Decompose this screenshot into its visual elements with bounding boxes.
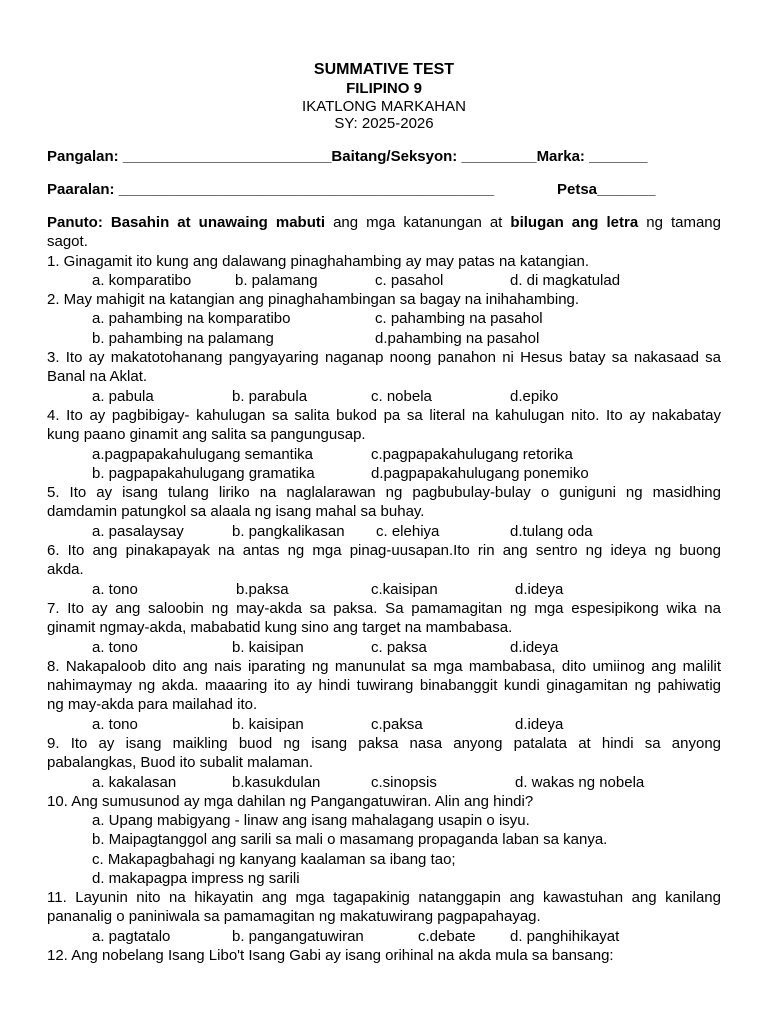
question-10: 10. Ang sumusunod ay mga dahilan ng Pangangatuwiran. Alin ang hindi? bbox=[47, 793, 534, 810]
question-11: 11. Layunin nito na hikayatin ang mga tagapakinig natanggapin ang kawastuhan ang kanilang bbox=[47, 889, 721, 906]
name-label: Pangalan: bbox=[47, 148, 119, 165]
question-4-line-2: kung paano ginamit ang salita sa pangungusap. bbox=[47, 426, 366, 443]
question-8: 8. Nakapaloob dito ang nais iparating ng manunulat sa mga mambabasa, dito umiinog ang malilit bbox=[47, 658, 721, 675]
option-b[interactable]: b. kaisipan bbox=[232, 716, 304, 733]
question-6: 6. Ito ang pinakapayak na antas ng mga pinag-uusapan.Ito rin ang sentro ng ideya ng buong bbox=[47, 542, 721, 559]
option-a[interactable]: a. tono bbox=[92, 639, 138, 656]
option-d[interactable]: d. panghihikayat bbox=[510, 928, 620, 945]
question-6-line-2: akda. bbox=[47, 561, 84, 578]
score-field[interactable]: _______ bbox=[589, 148, 648, 165]
question-3-line-2: Banal na Aklat. bbox=[47, 368, 148, 385]
option-a[interactable]: a. kakalasan bbox=[92, 774, 177, 791]
option-b[interactable]: b. kaisipan bbox=[232, 639, 304, 656]
option-d[interactable]: d.ideya bbox=[510, 639, 559, 656]
instructions-emphasis-2: bilugan ang letra bbox=[510, 214, 639, 231]
question-12: 12. Ang nobelang Isang Libo't Isang Gabi ay isang orihinal na akda mula sa bansang: bbox=[47, 947, 614, 964]
option-d[interactable]: d. makapagpa impress ng sarili bbox=[92, 870, 300, 887]
option-d[interactable]: d.pagpapakahulugang ponemiko bbox=[371, 465, 589, 482]
option-b[interactable]: b. pagpapakahulugang gramatika bbox=[92, 465, 315, 482]
option-c[interactable]: c. pahambing na pasahol bbox=[375, 310, 543, 327]
question-5-line-2: damdamin patungkol sa alaala ng isang mahal sa buhay. bbox=[47, 503, 425, 520]
option-d[interactable]: d. di magkatulad bbox=[510, 272, 621, 289]
option-b[interactable]: b. Maipagtanggol ang sarili sa mali o masamang propaganda laban sa kanya. bbox=[92, 831, 608, 848]
option-c[interactable]: c.kaisipan bbox=[371, 581, 438, 598]
option-a[interactable]: a. komparatibo bbox=[92, 272, 192, 289]
page-title: SUMMATIVE TEST bbox=[313, 61, 455, 78]
option-b[interactable]: b. pahambing na palamang bbox=[92, 330, 274, 347]
option-a[interactable]: a. Upang mabigyang - linaw ang isang mahalagang usapin o isyu. bbox=[92, 812, 530, 829]
question-7: 7. Ito ay ang saloobin ng may-akda sa paksa. Sa pamamagitan ng mga espesipikong wika na bbox=[47, 600, 721, 617]
option-b[interactable]: b. pangangatuwiran bbox=[232, 928, 364, 945]
option-d[interactable]: d. wakas ng nobela bbox=[515, 774, 645, 791]
section-field[interactable]: _________ bbox=[461, 148, 537, 165]
school-field[interactable]: _____________________________________________ bbox=[118, 181, 495, 198]
option-d[interactable]: d.ideya bbox=[515, 581, 564, 598]
instructions-text-1: ang mga katanungan at bbox=[333, 214, 503, 231]
subject-heading: FILIPINO 9 bbox=[346, 80, 422, 97]
date-field[interactable]: _______ bbox=[597, 181, 656, 198]
name-field[interactable]: _________________________ bbox=[122, 148, 332, 165]
date-label: Petsa bbox=[557, 181, 598, 198]
question-8-line-3: ng may-akda para mailahad ito. bbox=[47, 696, 258, 713]
instructions-emphasis-1: Basahin at unawaing mabuti bbox=[110, 214, 326, 231]
option-c[interactable]: c. paksa bbox=[371, 639, 427, 656]
option-b[interactable]: b.paksa bbox=[236, 581, 289, 598]
question-8-line-2: nahimaymay ng akda. maaaring ito ay hindi tuwirang binabanggit kundi ginagamitan ng pahiwatig bbox=[47, 677, 721, 694]
question-9: 9. Ito ay isang maikling buod ng isang paksa nasa anyong patalata at hindi sa anyong bbox=[47, 735, 721, 752]
question-9-line-2: pabalangkas, Buod ito subalit malaman. bbox=[47, 754, 314, 771]
option-d[interactable]: d.pahambing na pasahol bbox=[375, 330, 540, 347]
option-c[interactable]: c. Makapagbahagi ng kanyang kaalaman sa ibang tao; bbox=[92, 851, 456, 868]
question-7-line-2: ginamit ngmay-akda, mababatid kung sino ang target na mambabasa. bbox=[47, 619, 513, 636]
option-a[interactable]: a. pahambing na komparatibo bbox=[92, 310, 291, 327]
option-a[interactable]: a. pasalaysay bbox=[92, 523, 184, 540]
school-row bbox=[47, 180, 494, 199]
option-c[interactable]: c.sinopsis bbox=[371, 774, 437, 791]
option-b[interactable]: b. parabula bbox=[232, 388, 308, 405]
option-c[interactable]: c.pagpapakahulugang retorika bbox=[371, 446, 573, 463]
option-a[interactable]: a.pagpapakahulugang semantika bbox=[92, 446, 314, 463]
option-a[interactable]: a. tono bbox=[92, 716, 138, 733]
quarter-heading: IKATLONG MARKAHAN bbox=[302, 98, 466, 115]
option-a[interactable]: a. pabula bbox=[92, 388, 154, 405]
question-1: 1. Ginagamit ito kung ang dalawang pinaghahambing ay may patas na katangian. bbox=[47, 253, 590, 270]
option-d[interactable]: d.epiko bbox=[510, 388, 559, 405]
question-2: 2. May mahigit na katangian ang pinaghahambingan sa bagay na inihahambing. bbox=[47, 291, 580, 308]
option-c[interactable]: c. elehiya bbox=[376, 523, 440, 540]
question-4: 4. Ito ay pagbibigay- kahulugan sa salita bukod pa sa literal na kahulugan nito. Ito ay nakabatay bbox=[47, 407, 721, 424]
option-c[interactable]: c.paksa bbox=[371, 716, 423, 733]
option-a[interactable]: a. tono bbox=[92, 581, 138, 598]
option-b[interactable]: b. pangkalikasan bbox=[232, 523, 345, 540]
option-d[interactable]: d.tulang oda bbox=[510, 523, 593, 540]
question-11-line-2: pananalig o paniniwala sa pamamagitan ng makatuwirang pagpapahayag. bbox=[47, 908, 541, 925]
score-label: Marka: bbox=[536, 148, 585, 165]
school-label: Paaralan: bbox=[47, 181, 115, 198]
option-c[interactable]: c.debate bbox=[418, 928, 476, 945]
instructions-line-2: sagot. bbox=[47, 233, 88, 250]
date-row bbox=[557, 180, 655, 199]
question-5: 5. Ito ay isang tulang liriko na naglalarawan ng pagbubulay-bulay o guniguni ng masidhing bbox=[47, 484, 721, 501]
section-label: Baitang/Seksyon: bbox=[331, 148, 458, 165]
instructions bbox=[47, 213, 721, 232]
instructions-text-2: ng tamang bbox=[646, 214, 721, 231]
option-a[interactable]: a. pagtatalo bbox=[92, 928, 171, 945]
name-row bbox=[47, 147, 648, 166]
option-d[interactable]: d.ideya bbox=[515, 716, 564, 733]
option-c[interactable]: c. pasahol bbox=[375, 272, 444, 289]
option-b[interactable]: b. palamang bbox=[235, 272, 318, 289]
school-year-heading: SY: 2025-2026 bbox=[334, 115, 434, 132]
option-b[interactable]: b.kasukdulan bbox=[232, 774, 321, 791]
question-3: 3. Ito ay makatotohanang pangyayaring naganap noong panahon ni Hesus batay sa nakasaad sa bbox=[47, 349, 721, 366]
option-c[interactable]: c. nobela bbox=[371, 388, 432, 405]
instructions-label: Panuto: bbox=[47, 214, 103, 231]
